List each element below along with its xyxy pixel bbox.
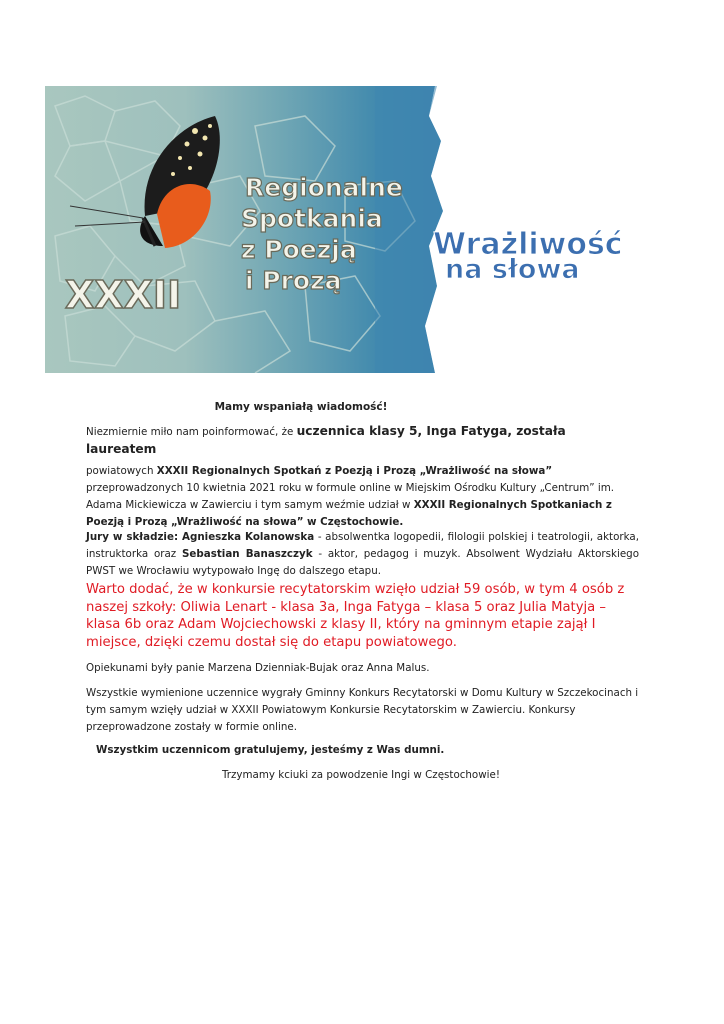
jury-bold-1: Jury w składzie: Agnieszka Kolanowska [86,531,315,543]
banner-slogan-line-1: Wrażliwość [433,227,623,262]
jury-bold-2: Sebastian Banaszczyk [182,548,313,560]
banner-title-line-3: z Poezją [241,235,357,264]
results-bold-1: XXXII Regionalnych Spotkań z Poezją i Prozą „Wrażliwość na słowa” [156,465,553,477]
intro-highlight: uczennica klasy 5, Inga Fatyga, została laureatem [86,424,566,456]
closing-paragraph: Trzymamy kciuki za powodzenie Ingi w Częstochowie! [222,769,500,781]
red-note: Warto dodać, że w konkursie recytatorskim wzięło udział 59 osób, w tym 4 osób z naszej szkoły: Oliwia Lenart - klasa 3a, Inga Fatyga – klasa 5 oraz Julia Matyja – klasa 6b oraz Adam Wojciechowski z klasy II, który na gminnym etapie zajął I miejsce, dzięki czemu dostał się do etapu powiatowego. [86,582,625,650]
jury-paragraph [86,529,639,580]
results-paragraph [86,463,639,531]
banner-title-line-2: Spotkania [241,204,383,233]
intro-prefix: Niezmiernie miło nam poinformować, że [86,426,297,438]
headline: Mamy wspaniałą wiadomość! [214,401,388,413]
results-text-1: powiatowych [86,465,157,477]
banner-edition: XXXII [65,273,182,317]
event-banner [45,86,662,373]
jury-text-2: - aktor, pedagog i muzyk. Absolwent Wydziału Aktorskiego PWST we Wrocławiu wytypowało Ingę do dalszego etapu. [86,548,639,577]
banner-graphic [45,86,662,373]
results-text-2: przeprowadzonych 10 kwietnia 2021 roku w formule online w Miejskim Ośrodku Kultury „Centrum” im. Adama Mickiewicza w Zawierciu i tym samym weźmie udział w [86,482,615,511]
banner-title-line-4: i Prozą [245,266,342,295]
congrats-paragraph: Wszystkim uczennicom gratulujemy, jesteśmy z Was dumni. [96,744,445,756]
results-bold-2: XXXII Regionalnych Spotkaniach z Poezją i Prozą „Wrażliwość na słowa” w Częstochowie. [86,499,612,528]
intro-paragraph [86,423,639,459]
banner-slogan-line-2: na słowa [445,254,580,285]
caretakers-paragraph: Opiekunami były panie Marzena Dzienniak-Bujak oraz Anna Malus. [86,662,430,674]
summary-paragraph: Wszystkie wymienione uczennice wygrały Gminny Konkurs Recytatorski w Domu Kultury w Szczekocinach i tym samym wzięły udział w XXXII Powiatowym Konkursie Recytatorskim w Zawierciu. Konkursy przeprowadzone zostały w formie online. [86,687,639,733]
jury-text-1: - absolwentka logopedii, filologii polskiej i teatrologii, aktorka, instruktorka oraz [86,531,639,560]
banner-title-line-1: Regionalne [245,173,403,202]
